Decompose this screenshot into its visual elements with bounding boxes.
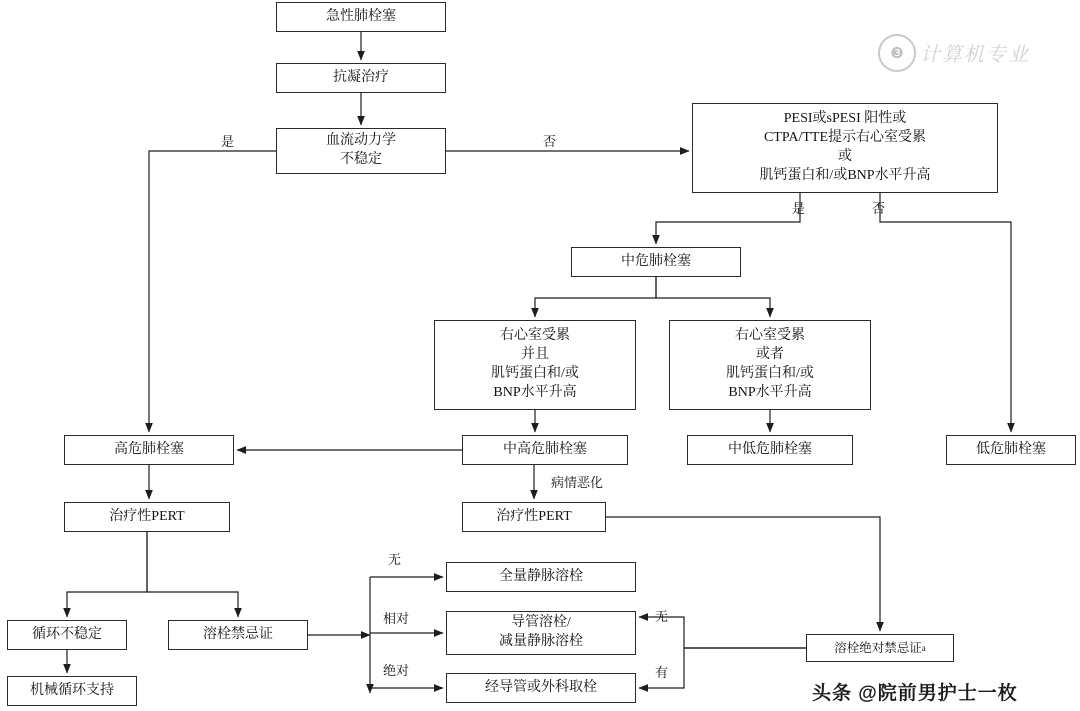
edge-label-yes-2: 有 <box>655 665 669 680</box>
node-full-dose-iv-thrombolysis[interactable]: 全量静脉溶栓 <box>446 562 636 592</box>
node-hemodynamic-unstable[interactable]: 血流动力学 不稳定 <box>276 128 446 174</box>
node-intermediate-risk[interactable]: 中危肺栓塞 <box>571 247 741 277</box>
node-catheter-or-surgical-embolectomy[interactable]: 经导管或外科取栓 <box>446 673 636 703</box>
node-intermediate-high-risk[interactable]: 中高危肺栓塞 <box>462 435 628 465</box>
node-anticoagulation[interactable]: 抗凝治疗 <box>276 63 446 93</box>
node-acute-pe[interactable]: 急性肺栓塞 <box>276 2 446 32</box>
edge-label-no-pesi: 否 <box>872 201 886 216</box>
node-circulatory-instability[interactable]: 循环不稳定 <box>7 620 127 650</box>
node-pert-left[interactable]: 治疗性PERT <box>64 502 230 532</box>
watermark-logo-icon: ❸ <box>878 34 916 72</box>
footer-brand-text: 头条 @院前男护士一枚 <box>812 683 1018 704</box>
node-thrombolysis-contraindication[interactable]: 溶栓禁忌证 <box>168 620 308 650</box>
edge-label-relative: 相对 <box>383 611 410 626</box>
edge-label-none: 无 <box>388 552 402 567</box>
edge-label-none-2: 无 <box>655 609 669 624</box>
edge-label-yes-hemodynamic: 是 <box>221 134 235 149</box>
node-intermediate-low-risk[interactable]: 中低危肺栓塞 <box>687 435 853 465</box>
node-catheter-or-reduced-dose[interactable]: 导管溶栓/ 减量静脉溶栓 <box>446 611 636 655</box>
node-rv-or-biomarker[interactable]: 右心室受累 或者 肌钙蛋白和/或 BNP水平升高 <box>669 320 871 410</box>
edge-label-absolute: 绝对 <box>383 663 410 678</box>
footnote-marker: a <box>921 642 926 653</box>
node-low-risk-pe[interactable]: 低危肺栓塞 <box>946 435 1076 465</box>
node-rv-and-biomarker[interactable]: 右心室受累 并且 肌钙蛋白和/或 BNP水平升高 <box>434 320 636 410</box>
node-pert-middle[interactable]: 治疗性PERT <box>462 502 606 532</box>
edge-label-no-hemodynamic: 否 <box>543 134 557 149</box>
edge-label-yes-pesi: 是 <box>792 201 806 216</box>
edge-label-deterioration: 病情恶化 <box>551 475 604 490</box>
node-pesi-criteria[interactable]: PESI或sPESI 阳性或 CTPA/TTE提示右心室受累 或 肌钙蛋白和/或BNP水平升高 <box>692 103 998 193</box>
node-absolute-contraindication[interactable] <box>806 634 954 662</box>
watermark-brand-text: 计算机专业 <box>920 44 1030 66</box>
node-high-risk-pe[interactable]: 高危肺栓塞 <box>64 435 234 465</box>
absolute-contraindication-label: 溶栓绝对禁忌证 <box>834 640 922 655</box>
node-mechanical-circulatory-support[interactable]: 机械循环支持 <box>7 676 137 706</box>
